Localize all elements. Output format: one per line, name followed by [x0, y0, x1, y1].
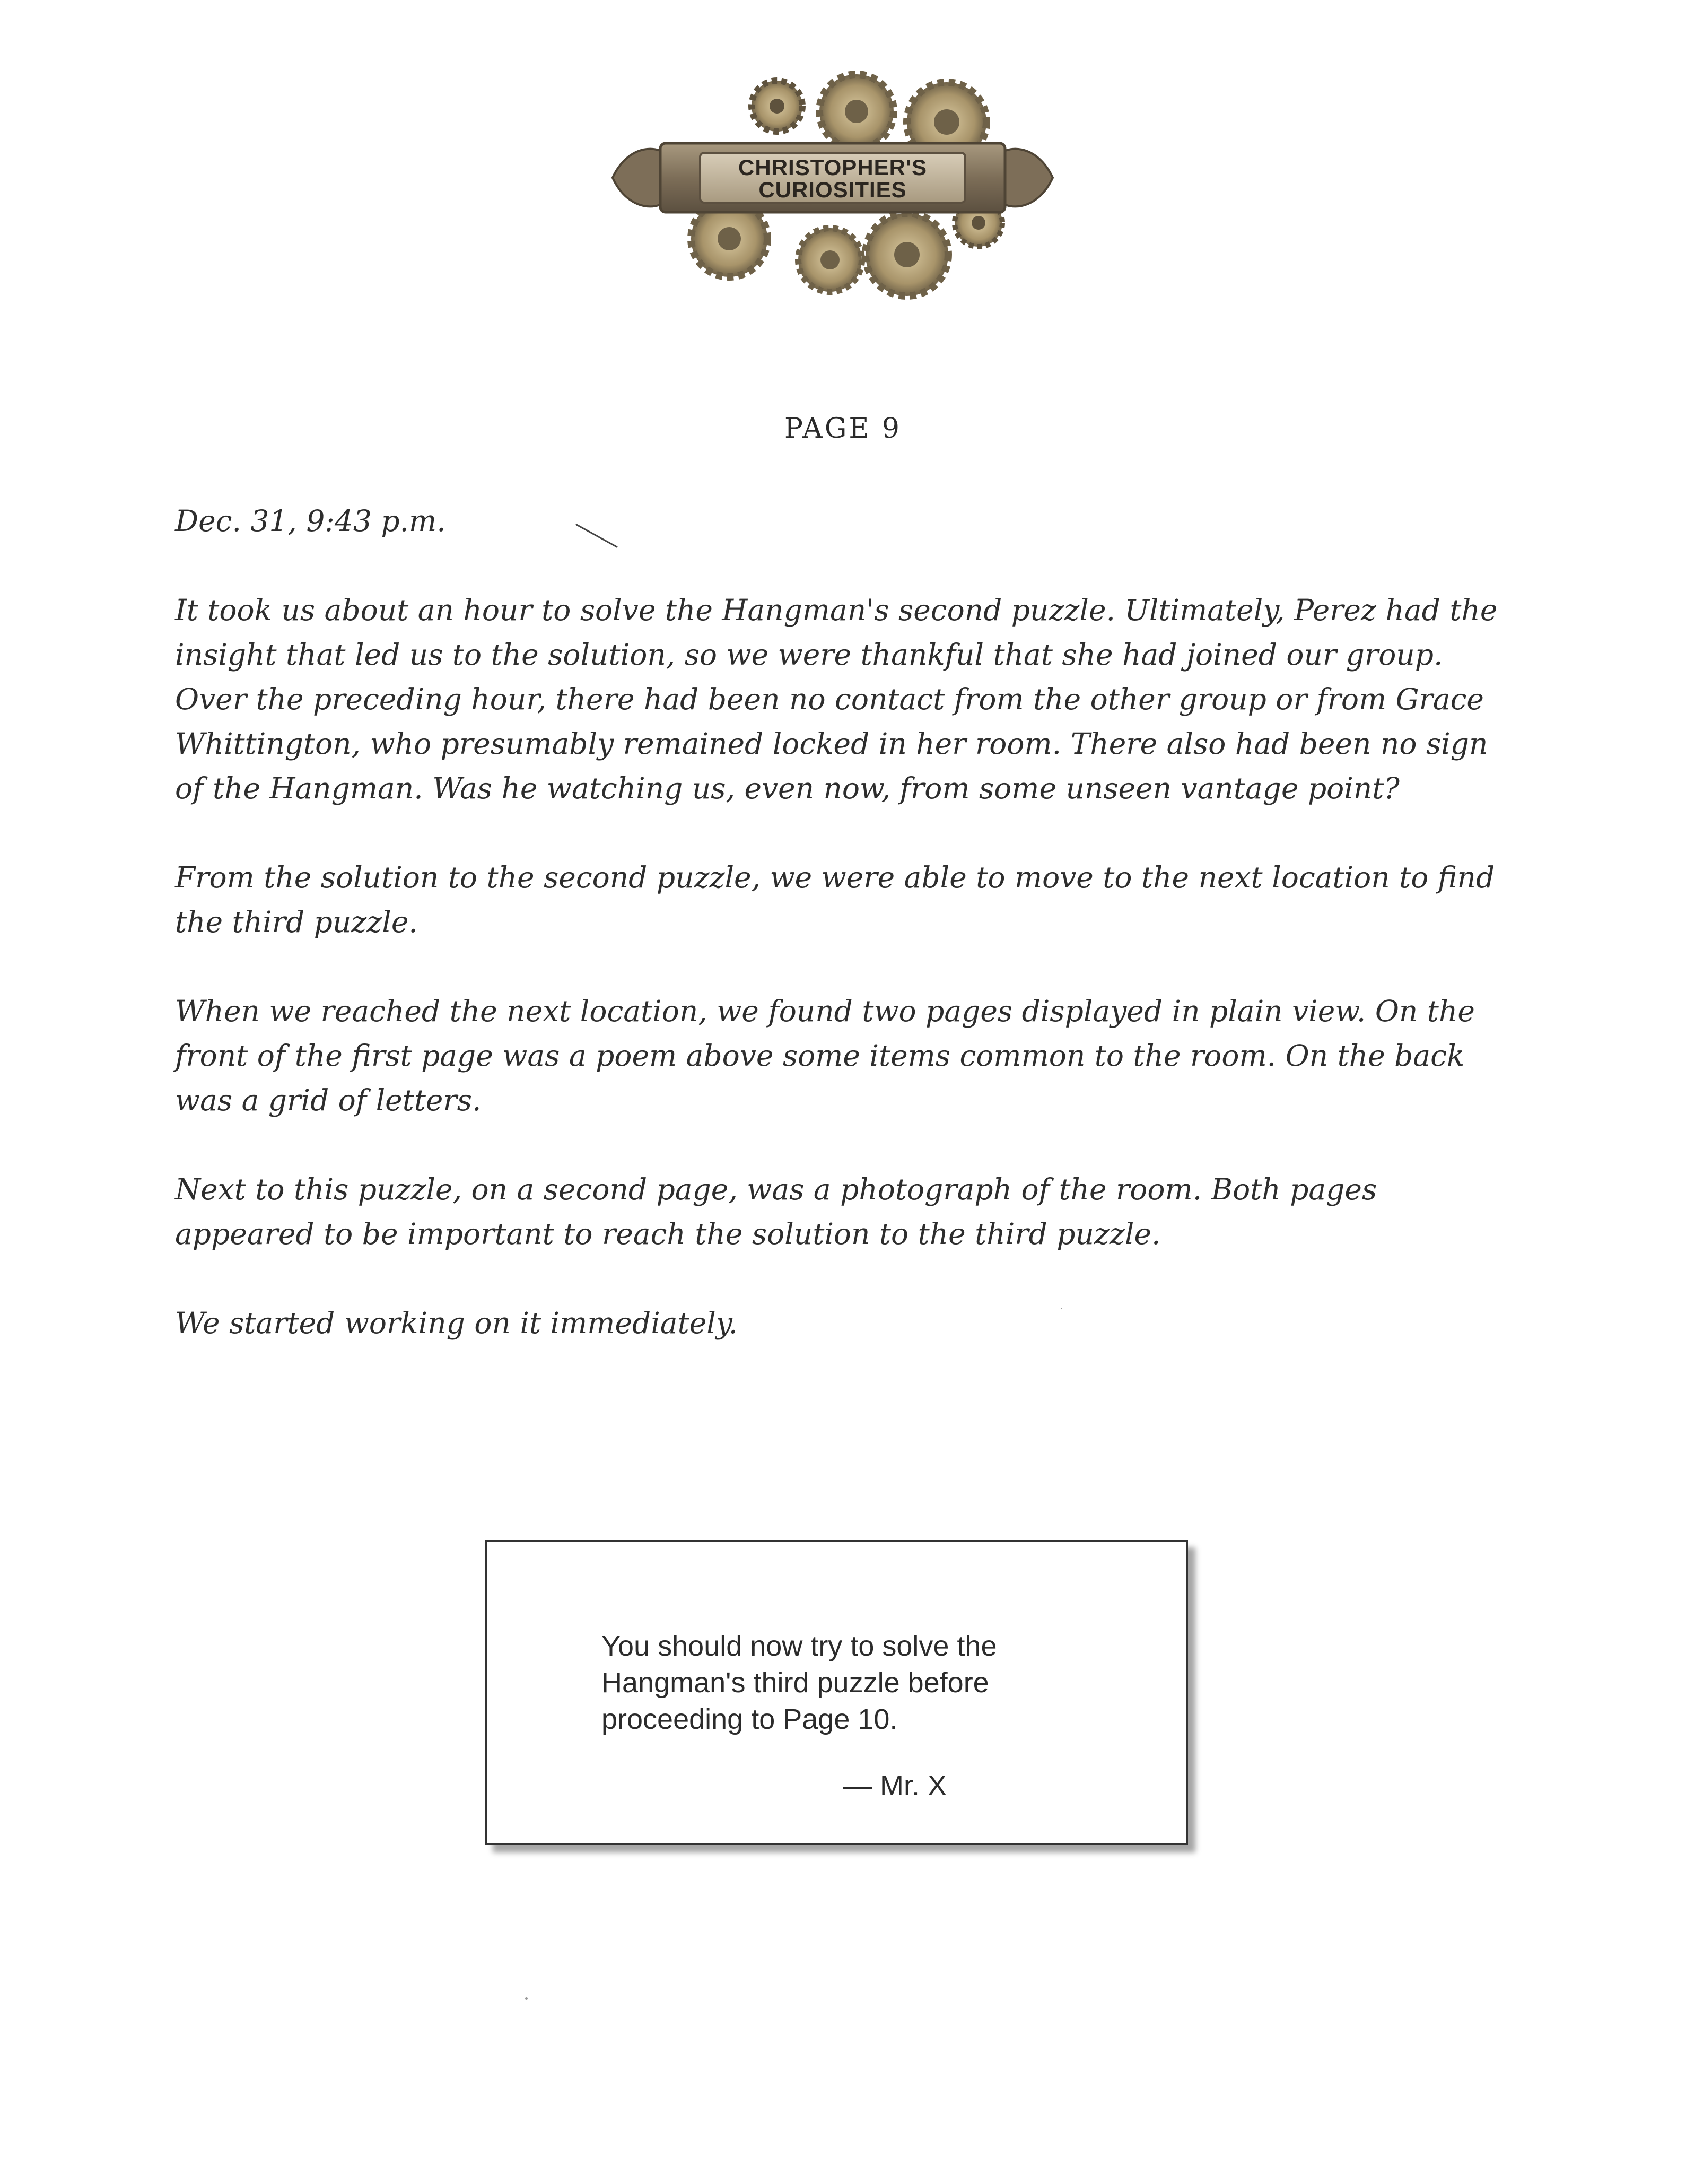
gear-icon	[752, 81, 802, 132]
note-line: Hangman's third puzzle before	[601, 1667, 989, 1699]
journal-paragraph: From the solution to the second puzzle, we were able to move to the next location to find the third puzzle.	[175, 860, 1495, 939]
scan-speck	[525, 1997, 528, 2000]
gear-icon	[819, 74, 894, 149]
gear-icon	[798, 228, 862, 292]
journal-paragraph: Next to this puzzle, on a second page, was a photograph of the room. Both pages appeared to be important to reach the solution to the third puzzle.	[175, 1172, 1377, 1251]
note-line: You should now try to solve the	[601, 1630, 997, 1662]
journal-paragraph: It took us about an hour to solve the Hangman's second puzzle. Ultimately, Perez had the insight that led us to the solution, so we were thankful that she had joined our group. Over the preceding hour, there had been no contact from the other group or from Grace Whittington, who presumably remained locked in her room. There also had been no sign of the Hangman. Was he watching us, even now, from some unseen vantage point?	[175, 593, 1498, 805]
instruction-note-text	[601, 1628, 1079, 1738]
logo-line-1: CHRISTOPHER'S	[738, 155, 927, 180]
journal-paragraph: We started working on it immediately.	[175, 1306, 738, 1340]
gear-icon	[866, 213, 948, 296]
page-number: PAGE 9	[784, 413, 902, 445]
journal-paragraph: When we reached the next location, we found two pages displayed in plain view. On the front of the first page was a poem above some items common to the room. On the back was a grid of letters.	[175, 994, 1475, 1117]
scan-speck	[1061, 1308, 1062, 1309]
instruction-note-box	[485, 1540, 1188, 1845]
entry-timestamp: Dec. 31, 9:43 p.m.	[175, 504, 446, 538]
christophers-curiosities-logo	[607, 64, 1058, 313]
note-line: proceeding to Page 10.	[601, 1703, 898, 1735]
note-signature: — Mr. X	[843, 1770, 947, 1802]
journal-entry	[175, 499, 1512, 1390]
logo-line-2: CURIOSITIES	[758, 177, 907, 202]
